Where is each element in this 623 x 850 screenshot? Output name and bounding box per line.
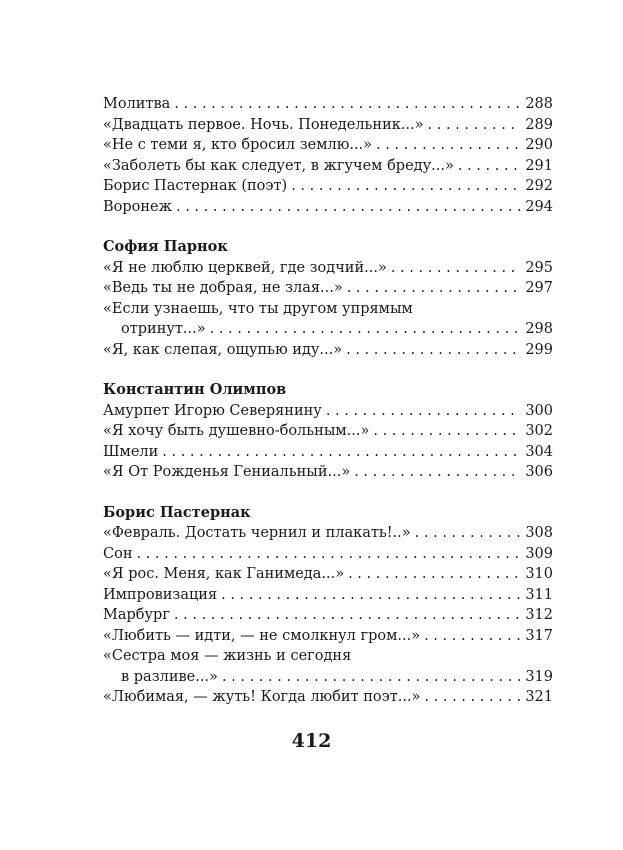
toc-entry-title: «Двадцать первое. Ночь. Понедельник...» [103,116,424,133]
dot-leader [428,115,522,136]
toc-entry-page: 321 [525,689,553,705]
toc-entry-title: «Любимая, — жуть! Когда любит поэт...» [103,689,421,705]
toc-entry-title: «Не с теми я, кто бросил землю...» [103,137,373,153]
dot-leader [458,156,521,177]
toc-entry [103,442,553,463]
toc-section-3 [103,380,553,483]
dot-leader [137,544,522,565]
toc-entry-page: 304 [525,443,553,460]
toc-entry [103,319,553,340]
toc-entry-title: «Заболеть бы как следует, в жгучем бреду...» [103,157,454,174]
author-heading: Константин Олимпов [103,381,287,398]
toc-entry-page: 319 [525,668,553,685]
toc-entry [103,667,553,688]
toc-entry-title-line-1: «Если узнаешь, что ты другом упрямым [103,300,413,317]
toc-entry [103,156,553,177]
toc-entry [103,401,553,422]
toc-entry [103,626,553,647]
toc-entry-page: 311 [525,586,553,603]
toc-entry [103,462,553,483]
dot-leader [391,258,521,279]
toc-entry [103,523,553,544]
dot-leader [347,278,522,299]
toc-entry [103,544,553,565]
toc-entry-page: 294 [525,198,553,215]
dot-leader [210,319,522,340]
toc-entry-page: 290 [525,137,553,153]
toc-entry [103,585,553,606]
toc-entry-title: в разливе...» [121,668,218,685]
dot-leader [291,176,521,197]
toc-entry-title: Сон [103,545,133,562]
dot-leader [176,197,521,218]
toc-entry-page: 291 [525,157,553,174]
toc-entry-page: 306 [525,464,553,480]
dot-leader [162,442,521,463]
toc-entry-title: Амурпет Игорю Северянину [103,402,322,419]
toc-entry [103,687,553,708]
dot-leader [221,585,521,606]
toc-entry-title: Молитва [103,96,171,112]
dot-leader [424,626,521,647]
toc-entry [103,421,553,442]
toc-entry-page: 288 [525,96,553,112]
toc-entry [103,278,553,299]
toc-entry-page: 309 [525,545,553,562]
toc-entry-title-line-1: «Сестра моя — жизнь и сегодня [103,648,352,664]
toc-entry-title: «Ведь ты не добрая, не злая...» [103,280,343,296]
toc-entry [103,176,553,197]
toc-entry-title: «Любить — идти, — не смолкнул гром...» [103,627,421,644]
toc-entry [103,605,553,626]
toc-section-2 [103,237,553,360]
dot-leader [354,462,521,483]
dot-leader [415,523,522,544]
toc-entry-title: Воронеж [103,198,172,215]
dot-leader [346,340,521,361]
toc-entry-page: 308 [525,525,553,541]
toc-entry [103,115,553,136]
toc-entry-title: Марбург [103,607,170,623]
toc-entry-title: «Я рос. Меня, как Ганимеда...» [103,566,345,582]
toc-entry-page: 317 [525,627,553,644]
toc-entry-title: «Февраль. Достать чернил и плакать!..» [103,525,411,541]
toc-entry-page: 299 [525,341,553,358]
toc-entry [103,197,553,218]
toc-entry-page: 295 [525,259,553,276]
dot-leader [373,421,521,442]
toc-entry-title: Борис Пастернак (поэт) [103,178,288,194]
toc-entry-title: «Я хочу быть душевно-больным...» [103,423,370,439]
toc-entry-page: 300 [525,402,553,419]
toc-entry-title: Шмели [103,443,159,460]
toc-section-1 [103,94,553,217]
dot-leader [376,135,521,156]
page-number: 412 [291,730,332,752]
dot-leader [174,605,521,626]
toc-entry-page: 297 [525,280,553,296]
toc-entry [103,135,553,156]
toc-entry-title: «Я От Рожденья Гениальный...» [103,464,351,480]
toc-section-4 [103,503,553,708]
toc-entry-page: 312 [525,607,553,623]
toc-entry-page: 298 [525,321,553,337]
toc-entry-page: 310 [525,566,553,582]
toc-entry-title: «Я, как слепая, ощупью иду...» [103,341,343,358]
toc-entry-page: 292 [525,178,553,194]
dot-leader [222,667,521,688]
toc-entry-page: 289 [525,116,553,133]
dot-leader [348,564,521,585]
dot-leader [424,687,521,708]
toc-entry [103,564,553,585]
toc-entry [103,340,553,361]
toc-entry-title: «Я не люблю церквей, где зодчий...» [103,259,387,276]
dot-leader [174,94,521,115]
toc-entry [103,94,553,115]
author-heading: София Парнок [103,238,228,255]
dot-leader [326,401,522,422]
author-heading: Борис Пастернак [103,503,251,521]
toc-entry-page: 302 [525,423,553,439]
table-of-contents [103,94,553,708]
toc-entry-title: отринут...» [121,321,206,337]
toc-entry [103,258,553,279]
toc-entry-title: Импровизация [103,586,218,603]
